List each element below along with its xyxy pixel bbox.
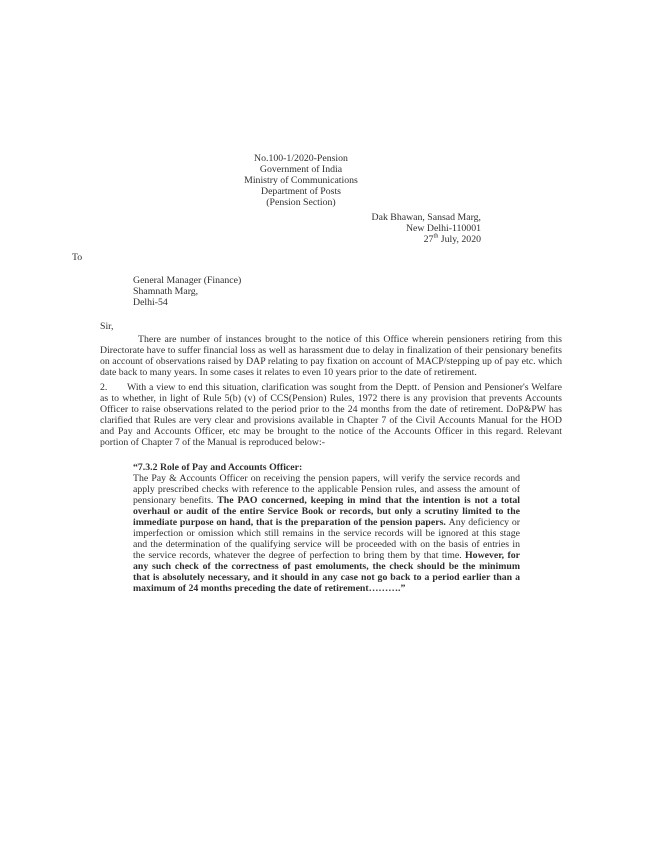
paragraph-1: There are number of instances brought to the notice of this Office wherein pensioners retiring from this Directorate have to suffer financial loss as well as harassment due to delay in finalization of their pensionary benefits on account of observations raised by DAP relating to pay fixation on account of MACP/stepping up of pay etc. which date back to many years. In some cases it relates to even 10 years prior to the date of retirement.: [100, 334, 562, 378]
date-rest: July, 2020: [438, 234, 481, 245]
quote-segment-normal: Any deficiency or imperfection or omission which still remains in the service records will be ignored at this stage and the determination of the qualifying service will be proceeded with on the basis of entries in the service records, whatever the degree of perfection to bring them by that time.: [133, 517, 521, 561]
org-line: Government of India: [259, 164, 343, 175]
paragraph-number: 2.: [100, 382, 108, 393]
paragraph-2: [100, 382, 562, 448]
manual-extract-block: [133, 462, 520, 594]
org-line: (Pension Section): [266, 197, 336, 208]
sender-address-block: [100, 212, 562, 245]
to-label: To: [72, 252, 83, 263]
quote-segment-normal: The Pay & Accounts Officer on receiving the pension papers, will verify the service records and apply prescribed checks with reference to the applicable Pension rules, and assess the amount of pensionary benefits.: [133, 473, 520, 506]
sender-address-line: New Delhi-110001: [405, 223, 481, 234]
date-day: 27: [423, 234, 434, 245]
recipient-address-block: [133, 275, 562, 308]
recipient-line: Delhi-54: [133, 297, 168, 308]
recipient-line: Shamnath Marg,: [133, 286, 199, 297]
quote-segment-bold: The PAO concerned, keeping in mind that the intention is not a total overhaul or audit of the entire Service Book or records, but only a scrutiny limited to the immediate purpose on hand, that is the preparation of the pension papers.: [133, 495, 520, 528]
letter-date: [100, 234, 481, 245]
org-line: Department of Posts: [261, 186, 341, 197]
letter-head: [100, 153, 502, 208]
quote-segment-bold: However, for any such check of the correctness of past emoluments, the check should be the minimum that is absolutely necessary, and it should in any case not go back to a period earlier than a maximum of 24 months preceding the date of retirement……….”: [133, 550, 520, 594]
quote-heading: “7.3.2 Role of Pay and Accounts Officer:: [133, 462, 303, 473]
reference-number: No.100-1/2020-Pension: [254, 153, 348, 164]
salutation: Sir,: [100, 321, 114, 332]
paragraph-2-text: With a view to end this situation, clarification was sought from the Deptt. of Pension and Pensioner's Welfare as to whether, in light of Rule 5(b) (v) of CCS(Pension) Rules, 1972 there is any provision that prevents Accounts Officer to raise observations related to the period prior to the 24 months from the date of retirement. DoP&PW has clarified that Rules are very clear and provisions available in Chapter 7 of the Civil Accounts Manual for the HOD and Pay and Accounts Officer, etc may be brought to the notice of the Accounts Officer in this regard. Relevant portion of Chapter 7 of the Manual is reproduced below:-: [100, 382, 562, 448]
org-line: Ministry of Communications: [244, 175, 358, 186]
sender-address-line: Dak Bhawan, Sansad Marg,: [371, 212, 481, 223]
quote-body: [133, 473, 520, 594]
letter-content: [72, 153, 562, 594]
date-ordinal: th: [433, 232, 439, 240]
recipient-line: General Manager (Finance): [133, 275, 242, 286]
